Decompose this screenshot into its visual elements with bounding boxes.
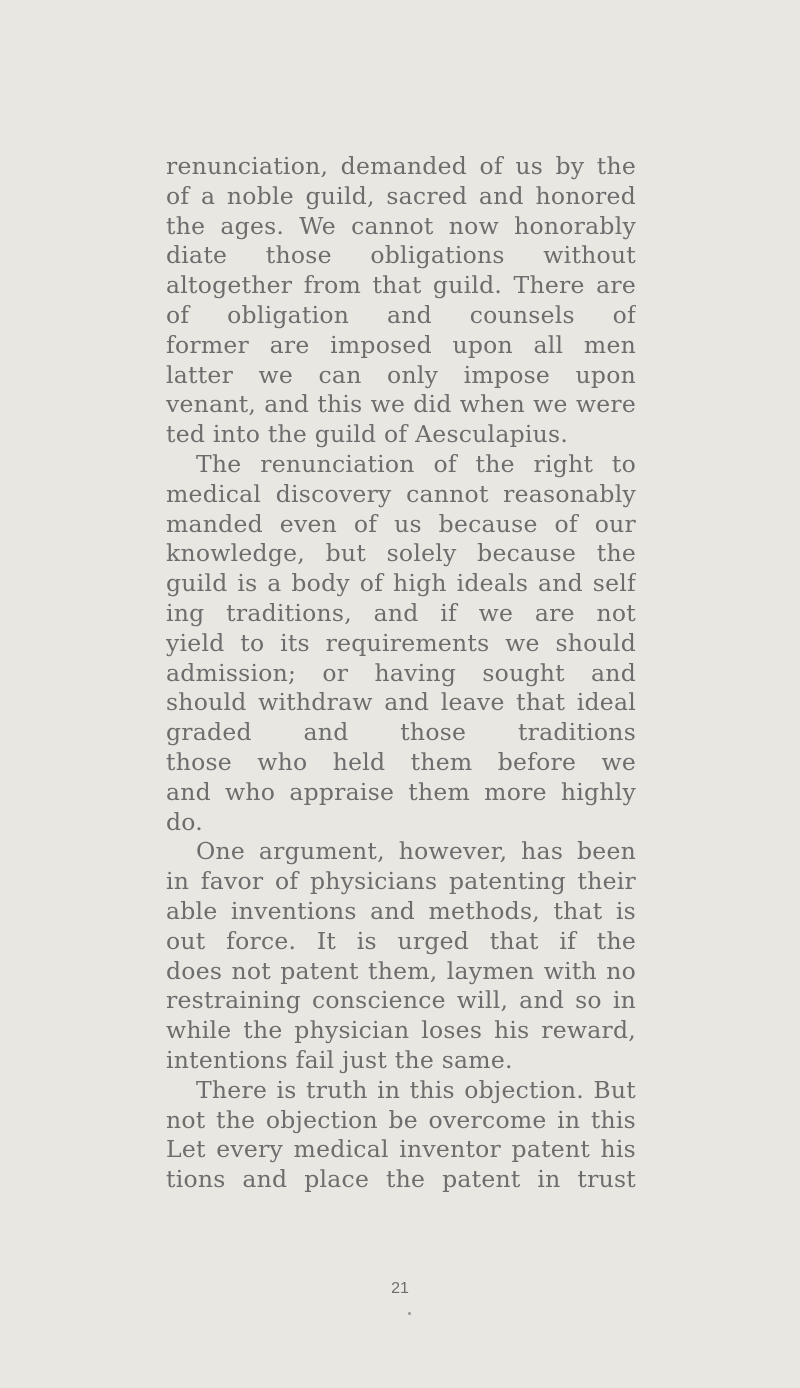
text-line: in favor of physicians patenting their bbox=[166, 867, 636, 896]
text-line: restraining conscience will, and so in bbox=[166, 986, 636, 1015]
text-line: not the objection be overcome in this bbox=[166, 1105, 636, 1134]
text-line: latter we can only impose upon bbox=[166, 360, 636, 389]
text-line: One argument, however, has been bbox=[196, 837, 636, 866]
text-line: ing traditions, and if we are not bbox=[166, 598, 636, 627]
text-line: out force. It is urged that if the bbox=[166, 926, 636, 955]
text-line: of a noble guild, sacred and honored bbox=[166, 181, 636, 210]
body-text bbox=[166, 152, 636, 1195]
text-line: of obligation and counsels of bbox=[166, 300, 636, 329]
page-number: 21 bbox=[391, 1280, 409, 1297]
text-line: does not patent them, laymen with no bbox=[166, 956, 636, 985]
text-line: Let every medical inventor patent his bbox=[166, 1135, 636, 1164]
text-line: those who held them before we bbox=[166, 747, 636, 776]
text-line: former are imposed upon all men bbox=[166, 330, 636, 359]
text-line: should withdraw and leave that ideal bbox=[166, 688, 636, 717]
text-line: There is truth in this objection. But bbox=[196, 1075, 636, 1104]
text-line: The renunciation of the right to bbox=[196, 449, 636, 478]
text-line: renunciation, demanded of us by the bbox=[166, 152, 636, 180]
text-line: manded even of us because of our bbox=[166, 509, 636, 538]
text-line: venant, and this we did when we were bbox=[166, 390, 636, 419]
text-line: medical discovery cannot reasonably bbox=[166, 479, 636, 508]
text-line: yield to its requirements we should bbox=[166, 628, 636, 657]
text-line: the ages. We cannot now honorably bbox=[166, 211, 636, 240]
text-line: able inventions and methods, that is bbox=[166, 896, 636, 925]
text-line: knowledge, but solely because the bbox=[166, 539, 636, 568]
text-line: tions and place the patent in trust bbox=[166, 1165, 636, 1194]
text-line: do. bbox=[166, 807, 203, 836]
text-line: guild is a body of high ideals and self bbox=[166, 569, 636, 598]
text-line: while the physician loses his reward, bbox=[166, 1016, 636, 1045]
ink-speck bbox=[408, 1312, 411, 1315]
text-line: intentions fail just the same. bbox=[166, 1045, 513, 1074]
text-line: and who appraise them more highly bbox=[166, 777, 636, 806]
text-line: diate those obligations without bbox=[166, 241, 636, 270]
text-line: admission; or having sought and bbox=[166, 658, 636, 687]
text-line: graded and those traditions bbox=[166, 718, 636, 747]
text-line: ted into the guild of Aesculapius. bbox=[166, 420, 569, 449]
text-line: altogether from that guild. There are bbox=[166, 271, 636, 300]
